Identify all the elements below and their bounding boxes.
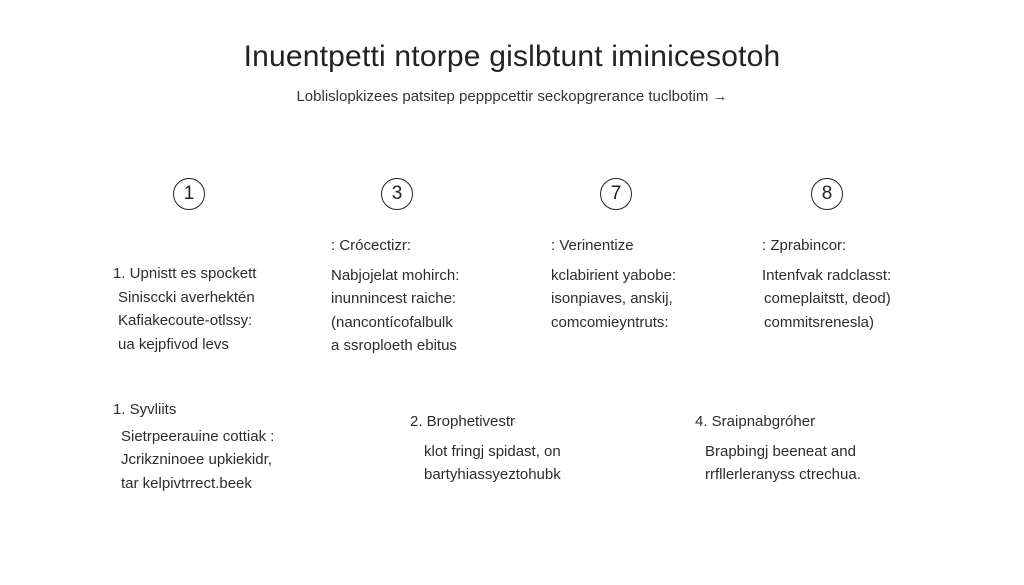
column-4 (762, 234, 891, 334)
lower-block-1-line-2: Jcrikzninoee upkiekidr, (121, 451, 272, 468)
lower-block-1 (113, 398, 274, 495)
column-1-line-1: 1. Upnistt es spockett (113, 265, 257, 282)
lower-block-2-line-2: bartyhiassyeztohubk (424, 466, 561, 483)
column-2-heading: : Crócectizr: (331, 237, 412, 254)
step-badge-4: 8 (811, 178, 843, 210)
lower-block-1-line-1: Sietrpeerauine cottiak : (121, 427, 275, 445)
column-4-line-1: Intenfvak radclasst: (762, 266, 892, 284)
column-2-line-3: (nancontícofalbulk (331, 313, 453, 331)
page-subtitle: Loblislopkizees patsitep pepppcettir seckopgrerance tuclbotim → (296, 88, 728, 105)
column-4-line-2: comeplaitstt, deod) (764, 290, 891, 307)
column-2 (331, 234, 459, 358)
column-1-line-2: Sinisccki averhektén (118, 288, 255, 306)
lower-block-3 (695, 410, 861, 487)
column-4-heading: : Zprabincor: (762, 237, 847, 254)
column-1-line-4: ua kejpfivod levs (118, 335, 229, 353)
column-3-line-1: kclabirient yabobe: (551, 266, 677, 284)
lower-block-2-line-1: klot fringj spidast, on (424, 442, 561, 460)
column-4-line-3: commitsrenesla) (764, 313, 875, 331)
lower-block-1-line-3: tar kelpivtrrect.beek (121, 474, 252, 492)
column-2-line-4: a ssroploeth ebitus (331, 337, 457, 354)
lower-block-2-heading: 2. Brophetivestr (410, 413, 516, 430)
column-3 (551, 234, 676, 334)
step-badge-3: 7 (600, 178, 632, 210)
column-1-line-3: Kafiakecoute-otlssy: (118, 312, 253, 329)
column-3-heading: : Verinentize (551, 237, 634, 254)
lower-block-3-line-2: rrfllerleranyss ctrechua. (705, 466, 861, 483)
column-1 (113, 262, 256, 356)
column-3-line-3: comcomieyntruts: (551, 313, 669, 331)
step-badge-1: 1 (173, 178, 205, 210)
lower-block-3-heading: 4. Sraipnabgróher (695, 413, 816, 430)
column-2-line-1: Nabjojelat mohirch: (331, 266, 460, 284)
column-2-line-2: inunnincest raiche: (331, 290, 457, 307)
lower-block-3-line-1: Brapbingj beeneat and (705, 442, 856, 460)
step-badge-2: 3 (381, 178, 413, 210)
lower-block-2 (410, 410, 561, 487)
page-title: Inuentpetti ntorpe gislbtunt iminicesotoh (243, 40, 781, 73)
lower-block-1-heading: 1. Syvliits (113, 401, 177, 418)
column-3-line-2: isonpiaves, anskij, (551, 290, 673, 307)
